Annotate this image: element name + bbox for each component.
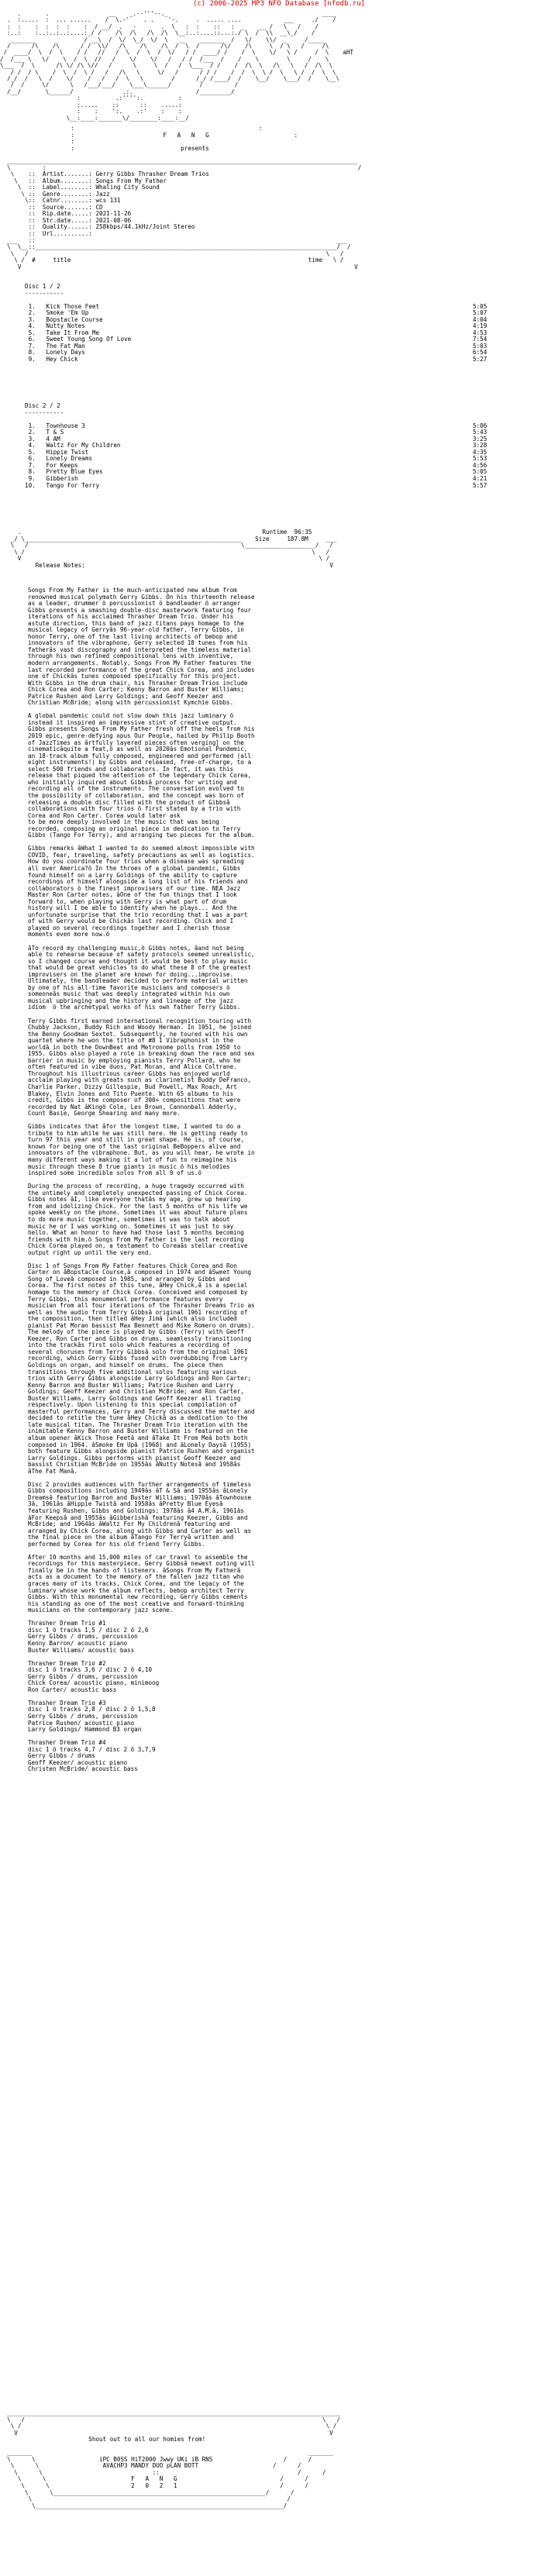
track-title: Nutty Notes [46,322,85,330]
info-quality-label: Quality......: [42,223,92,231]
notes-paragraph: Songs From My Father is the much-anticipated new album from renowned musical polymath Gerry Gibbs. On his thirteenth release as a leader, drummer ö percussionist ö bandleader ö arranger Gibbs presents a smashing double-disc masterwork featuring four iterations of his acclaimed Thrasher Dream Trio. Under his astute direction, this band of jazz titans pays homage to the musical legacy of Gerryâs 96-year-old father, Terry Gibbs, in honor Terry, one of the last living architects of bebop and innovators of the vibraphone, Gerry selected 18 tunes from his fatherâs vast discography and interpreted the timeless material through his own refined compositional lens with inventive, modern arrangements. Notably, Songs From My Father features the last recorded performance of the great Chick Corea, and includes one of Chickâs tunes composed specifically for this project. With Gibbs in the drum chair, his Thrasher Dream Trios include Chick Corea and Ron Carter; Kenny Barron and Buster Williams; Patrice Rushen and Larry Goldings; and Geoff Keezer and Christian McBride; along with percussionist Kymchie Gibbs. [28,587,255,707]
footer-brand: F A N G [131,2475,177,2483]
notes-paragraph: âTo record my challenging music,ö Gibbs notes, âand not being able to rehearse because of safety protocols seemed unrealistic, so I changed course and thought it would be best to play music that would be great vehicles to do what these 8 of the greatest improvisers on the planet are known for doing...improvise. Ultimately, the bandleader decided to perform material written by one of his all-time favorite musicians and composers ö someoneâs music that was deeply integrated within his own musical upbringing and the history and lineage of the jazz idiom ö the archetypal works of his own father Terry Gibbs. [28,944,255,1011]
col-title-header: title [53,257,71,264]
track-time: 4:04 [473,315,487,323]
info-strdate-value: 2021-08-06 [95,216,132,224]
track-time: 5:27 [473,356,487,363]
personnel-heading: Thrasher Dream Trio #4 [28,1739,106,1747]
footer-year: 2 0 2 1 [131,2482,177,2490]
track-title: Smoke 'Em Up [46,309,89,317]
track-title: T & S [46,429,64,436]
disc-2-times [473,403,550,489]
info-source-label: Source.......: [42,203,92,211]
info-source-value: CD [95,203,103,211]
track-title: Pretty Blue Eyes [46,468,103,476]
personnel-heading: Thrasher Dream Trio #3 [28,1699,106,1706]
shoutout-text: Shout out to all our homies from! [88,2436,206,2443]
track-time: 6:54 [473,349,487,356]
notes-paragraph: Gibbs indicates that âfor the longest time, I wanted to do a tribute to him while he was still here. He is getting ready to turn 97 this year and still in great shape. He is, of course, known for being one of the last original BeBoppers alive and innovators of the vibraphone. But, as you will hear, he wrote in many different ways making it a lot of fun to reimagine his music through these 8 true giants in music ö his melodies inspired some incredible solos from all 9 of us.ö [28,1123,255,1177]
track-title: Lonely Days [46,349,85,356]
info-strdate-label: Str.date.....: [42,216,92,224]
notes-paragraph: Terry Gibbs first earned international recognition touring with Chubby Jackson, Buddy Rich and Woody Herman. In 1951, he joined the Benny Goodman Sextet. Subsequently, he toured with his own quartet where he won the title of #8 1 Vibraphonist in the worldâ in both the DownBeat and Metronome polls from 1950 to 1955. Gibbs also played a role in breaking down the race and sex barrier in music by employing pianists Terry Pollard, who he often featured in vibe duos, Pat Moran, and Alice Coltrane. Throughout his illustrious career Gibbs has enjoyed world acclaim playing with greats such as clarinetist Buddy DeFranco, Charlie Parker, Dizzy Gillespie, Bud Powell, Max Roach, Art Blakey, Elvin Jones and Tito Puente. With 65 albums to his credit, Gibbs is the composer of 300+ compositions that were recorded by Nat âKingö Cole, Les Brown, Cannonball Adderly, Count Basie, George Shearing and many more. [28,1017,255,1118]
track-time: 4:21 [473,475,487,483]
track-title: Kick Those Feet [46,302,100,310]
info-artist-value: Gerry Gibbs Thrasher Dream Trios [95,170,209,178]
track-title: 4 AM [46,435,60,443]
track-title: Tango For Terry [46,481,100,489]
track-title: The Fat Man [46,342,85,350]
notes-paragraph: During the process of recording, a huge tragedy occurred with the untimely and completely unexpected passing of Chick Corea. Gibbs notes âI, like everyone thatâs my age, grew up hearing from and idolizing Chick. For the last 5 months of his life we spoke weekly on the phone. Sometimes it was about future plans to do more music together, sometimes it was to talk about music he or I was working on. Sometimes it was just to say hello. What an honor to have had those last 5 months becoming friends with him.ö Songs From My Father is the last recording Chick Corea played on, a testament to Coreaâs stellar creative output right up until the very end. [28,1183,248,1256]
track-time: 4:53 [473,329,487,336]
track-time: 5:53 [473,455,487,463]
size-value: 187.8M [287,535,308,542]
track-time: 5:05 [473,468,487,476]
disc-1-times [473,284,550,363]
notes-paragraph: A global pandemic could not slow down this jazz luminary ö instead it inspired an impressive stint of creative output. Gibbs presents Songs From My Father fresh off the heels from his 2019 epic, genre-defying opus Our People, hailed by Philip Booth of JazzTimes as ârtfully layered pieces often verging] on the cinematicâquite a feat,ö as well as 2020âs Emotional Pandemic, an 18-track album fully composed, engineered and performed (all eight instruments!) by Gibbs and released, free-of-charge, to a select 500 friends and collaborators. In fact, it was this release that piqued the attention of the legendary Chick Corea, who initially inquired about Gibbsâ process for writing and recording all of the instruments. The conversation evolved to the possibility of collaboration, and the concept was born of releasing a double disc filled with the product of Gibbsâ collaborations with four trios ö first stated by a trio with Corea and Ron Carter. Corea would later ask to be more deeply involved in the music that was being recorded, composing an original piece in dedication to Terry Gibbs (Tango For Terry), and arranging two pieces for the album. [28,712,255,839]
brand-subtitle: presents [181,144,209,152]
notes-paragraph: Gibbs remarks âWhat I wanted to do seemed almost impossible with COVID, fear, traveling, safety precautions as well as logistics. How do you coordinate four trios when a disease was spreading all over America?ö In the throes of a global pandemic, Gibbs found himself on a Larry Goldings of the ability to capture recordings of himself alongside a long list of his friends and collaborators ö the finest improvisers of our time. NEA Jazz Master Ron Carter notes, âOne of the fun things that I look forward to, when playing with Gerry is what part of drum history will I be able to identify when he plays... And the unfortunate surprise that the trio recording that I was a part of with Gerry would be Chickâs last recording. Chick and I played on several recordings together and I cherish those moments even more now.ö [28,845,255,938]
track-title: Townhouse 3 [46,422,85,429]
notes-paragraph: After 10 months and 15,000 miles of car travel to assemble the recordings for this masterpiece, Gerry Gibbsâ newest outing will finally be in the hands of listeners. âSongs From My Fatherâ acts as a document to the memory of the fallen jazz titan who graces many of its tracks, Chick Corea, and the legacy of the luminary whose work the album reflects, bebop architect Terry Gibbs. With this monumental new recording, Gerry Gibbs cements his standing as one of the most creative and forward-thinking musicians on the contemporary jazz scene. [28,1553,255,1614]
runtime-label: Runtime [262,529,288,536]
track-time: 5:07 [473,309,487,317]
track-title: Bopstacle Course [46,315,103,323]
info-genre-value: Jazz [95,190,110,198]
track-time: 3:28 [473,442,487,449]
brand-title: F A N G [163,131,209,139]
info-label-value: Whaling City Sound [95,184,160,191]
col-time-header: time [308,257,323,264]
disc-1-block: Disc 1 / 2 ----------- 1. Kick Those Feet 2. Smoke 'Em Up 3. Bopstacle Course 4. Nutty Notes 5. Take It From Me 6. Sweet Young Song Of Love 7. The Fat Man 8. Lonely Days 9. Hey Chick [25,283,132,363]
copyright-line: (c) 2006-2025 MP3 NFO Database [nfodb.ru] [192,0,366,8]
track-title: Waltz For My Children [46,442,121,449]
track-time: 7:54 [473,336,487,343]
brand-block: : : : F A N G : : : presents [0,125,298,152]
info-url-label: Url..........: [42,230,92,238]
info-album-value: Songs From My Father [95,177,167,184]
notes-paragraph: Disc 1 of Songs From My Father features Chick Corea and Ron Carter on âBopstacle Course,â composed in 1974 and âSweet Young Song of Loveâ composed in 1985, and arranged by Gibbs and Corea. The first notes of this tune, âHey Chick,â is a special homage to the memory of Chick Corea. Conceived and composed by Terry Gibbs, this monumental performance features every musician from all four iterations of the Thrasher Dreams Trio as well as the audio from Terry Gibbsâ original 1961 recording of the composition, then titled âHey Jimâ (which also included pianist Pat Moran bassist Max Bennett and Mike Romero on drums). The melody of the piece is played by Gibbs (Terry) with Geoff Keezer, Ron Carter and Gibbs on drums, seamlessly transitioning into the trackâs first solo which features a recording of several choruses from Terry Gibbsâ solo from the original 1961 recording, which Gerry Gibbs fused with overdubbing from Larry Goldings on organ, and himself on drums. The piece then transitions through five additional solos featuring various trios with Gerry Gibbs alongside Larry Goldings and Ron Carter; Kenny Barron and Buster Williams; Patrice Rushen and Larry Goldings; Geoff Keezer and Christian McBride; and Ron Carter, Buster Williams, Larry Goldings and Geoff Keezer all trading respectively. Upon listening to this special compilation of masterful performances, Gerry and Terry discussed the matter and decided to retitle the tune âHey Chickâ as a dedication to the late musical titan. The Thrasher Dream Trio iteration with the inimitable Kenny Barron and Buster Williams is featured on the album opener âKick Those Feetâ and âTake It From Meâ both both composed in 1964. âSmoke Em Upâ (1968) and âLonely Daysâ (1955) both feature Gibbs alongside pianist Patrice Rushen and organist Larry Goldings. Gibbs performs with pianist Geoff Keezer and bassist Christian McBride on 1955âs âNutty Notesâ and 1958âs âThe Fat Manâ. [28,1262,255,1475]
track-title: For Keeps [46,461,78,469]
col-number-header: # [32,257,36,264]
info-catnr-label: Catnr........: [42,197,92,205]
info-block: ___________________________________________________________________________________________________ \ : / \ :: Artist.......: Gerry Gibbs Thrasher Dream Trios \ :: Album........: Songs From My Father \ :: Label........: Whaling City Sound \ :: Genre........: Jazz \:: Catnr........: wcs 131 :: Source.......: CD :: Rip.date.....: 2021-11-26 :: Str.date.....: 2021-08-06 :: Quality......: 258kbps/44.1kHz/Joint Stereo :: Url..........: ___ :: ___ \ \__::_____________________________________________________________________________________/ / \ / \ / \ / # title time \ / V V [7,157,362,270]
track-title: Hippie Twist [46,448,89,456]
personnel-heading: Thrasher Dream Trio #1 [28,1620,106,1627]
track-time: 4:56 [473,461,487,469]
groups-line-1: iPC B0SS HiT2000 Jwwy UKi iB RNS [99,2455,213,2463]
track-time: 5:05 [473,302,487,310]
track-time: 4:19 [473,322,487,330]
info-catnr-value: wcs 131 [95,197,121,205]
runtime-value: 96:35 [294,529,312,536]
groups-line-2: AVACHP3 MANDY DUO pLAN BOTT [102,2462,199,2470]
release-notes-title: Release Notes: [35,561,85,569]
size-label: Size [255,535,270,542]
info-ripdate-value: 2021-11-26 [95,210,132,218]
info-artist-label: Artist.......: [42,170,92,178]
track-title: Lonely Dreams [46,455,92,463]
info-quality-value: 258kbps/44.1kHz/Joint Stereo [95,223,195,231]
track-time: 5:03 [473,342,487,350]
personnel-heading: Thrasher Dream Trio #2 [28,1659,106,1667]
footer-art: ______________________________________________________________________________________________ \ / \ / \ / \ / V V Shout out to all our homies from! _______ _______ \ \ iPC B0SS HiT2000 Jwwy UKi iB RNS / / \ \ AVACHP3 MANDY DUO pLAN BOTT / / \ \ :: / / \ \ F A N G / / \ \ 2 0 2 1 / / \ \____________________________________________________________/ / \ / \______________________________________________________________________/ [7,2409,340,2509]
track-time: 5:57 [473,481,487,489]
release-notes: Songs From My Father is the much-anticipated new album from renowned musical polymath Gerry Gibbs. On his thirteenth release as a leader, drummer ö percussionist ö bandleader ö arranger Gibbs presents a smashing double-disc masterwork featuring four iterations of his acclaimed Thrasher Dream Trio. Under his astute direction, this band of jazz titans pays homage to the musical legacy of Gerryâs 96-year-old father, Terry Gibbs, in honor Terry, one of the last living architects of bebop and innovators of the vibraphone, Gerry selected 18 tunes from his fatherâs vast discography and interpreted the timeless material through his own refined compositional lens with inventive, modern arrangements. Notably, Songs From My Father features the last recorded performance of the great Chick Corea, and includes one of Chickâs tunes composed specifically for this project. With Gibbs in the drum chair, his Thrasher Dream Trios include Chick Corea and Ron Carter; Kenny Barron and Buster Williams; Patrice Rushen and Larry Goldings; and Geoff Keezer and Christian McBride; along with percussionist Kymchie Gibbs. A global pandemic could not slow down this jazz luminary ö instead it inspired an impressive stint of creative output. Gibbs presents Songs From My Father fresh off the heels from his 2019 epic, genre-defying opus Our People, hailed by Philip Booth of JazzTimes as ârtfully layered pieces often verging] on the cinematicâquite a feat,ö as well as 2020âs Emotional Pandemic, an 18-track album fully composed, engineered and performed (all eight instruments!) by Gibbs and released, free-of-charge, to a select 500 friends and collaborators. In fact, it was this release that piqued the attention of the legendary Chick Corea, who initially inquired about Gibbsâ process for writing and recording all of the instruments. The conversation evolved to the possibility of collaboration, and the concept was born of releasing a double disc filled with the product of Gibbsâ collaborations with four trios ö first stated by a trio with Corea and Ron Carter. Corea would later ask to be more deeply involved in the music that was being recorded, composing an original piece in dedication to Terry Gibbs (Tango For Terry), and arranging two pieces for the album. Gibbs remarks âWhat I wanted to do seemed almost impossible with COVID, fear, traveling, safety precautions as well as logistics. How do you coordinate four trios when a disease was spreading all over America?ö In the throes of a global pandemic, Gibbs found himself on a Larry Goldings of the ability to capture recordings of himself alongside a long list of his friends and collaborators ö the finest improvisers of our time. NEA Jazz Master Ron Carter notes, âOne of the fun things that I look forward to, when playing with Gerry is what part of drum history will I be able to identify when he plays... And the unfortunate surprise that the trio recording that I was a part of with Gerry would be Chickâs last recording. Chick and I played on several recordings together and I cherish those moments even more now.ö âTo record my challenging music,ö Gibbs notes, âand not being able to rehearse because of safety protocols seemed unrealistic, so I changed course and thought it would be best to play music that would be great vehicles to do what these 8 of the greatest improvisers on the planet are known for doing...improvise. Ultimately, the bandleader decided to perform material written by one of his all-time favorite musicians and composers ö someoneâs music that was deeply integrated within his own musical upbringing and the history and lineage of the jazz idiom ö the archetypal works of his own father Terry Gibbs. Terry Gibbs first earned international recognition touring with Chubby Jackson, Buddy Rich and Woody Herman. In 1951, he joined the Benny Goodman Sextet. Subsequently, he toured with his own quartet where he won the title of #8 1 Vibraphonist in the worldâ in both the DownBeat and Metronome polls from 1950 to 1955. Gibbs also played a role in breaking down the race and sex barrier in music by employing pianists Terry Pollard, who he often featured in vibe duos, Pat Moran, and Alice Coltrane. Throughout his illustrious career Gibbs has enjoyed world acclaim playing with greats such as clarinetist Buddy DeFranco, Charlie Parker, Dizzy Gillespie, Bud Powell, Max Roach, Art Blakey, Elvin Jones and Tito Puente. With 65 albums to his credit, Gibbs is the composer of 300+ compositions that were recorded by Nat âKingö Cole, Les Brown, Cannonball Adderly, Count Basie, George Shearing and many more. Gibbs indicates that âfor the longest time, I wanted to do a tribute to him while he was still here. He is getting ready to turn 97 this year and still in great shape. He is, of course, known for being one of the last original BeBoppers alive and innovators of the vibraphone. But, as you will hear, he wrote in many different ways making it a lot of fun to reimagine his music through these 8 true giants in music ö his melodies inspired some incredible solos from all 9 of us.ö During the process of recording, a huge tragedy occurred with the untimely and completely unexpected passing of Chick Corea. Gibbs notes âI, like everyone thatâs my age, grew up hearing from and idolizing Chick. For the last 5 months of his life we spoke weekly on the phone. Sometimes it was about future plans to do more music together, sometimes it was to talk about music he or I was working on. Sometimes it was just to say hello. What an honor to have had those last 5 months becoming friends with him.ö Songs From My Father is the last recording Chick Corea played on, a testament to Coreaâs stellar creative output right up until the very end. Disc 1 of Songs From My Father features Chick Corea and Ron Carter on âBopstacle Course,â composed in 1974 and âSweet Young Song of Loveâ composed in 1985, and arranged by Gibbs and Corea. The first notes of this tune, âHey Chick,â is a special homage to the memory of Chick Corea. Conceived and composed by Terry Gibbs, this monumental performance features every musician from all four iterations of the Thrasher Dreams Trio as well as the audio from Terry Gibbsâ original 1961 recording of the composition, then titled âHey Jimâ (which also included pianist Pat Moran bassist Max Bennett and Mike Romero on drums). The melody of the piece is played by Gibbs (Terry) with Geoff Keezer, Ron Carter and Gibbs on drums, seamlessly transitioning into the trackâs first solo which features a recording of several choruses from Terry Gibbsâ solo from the original 1961 recording, which Gerry Gibbs fused with overdubbing from Larry Goldings on organ, and himself on drums. The piece then transitions through five additional solos featuring various trios with Gerry Gibbs alongside Larry Goldings and Ron Carter; Kenny Barron and Buster Williams; Patrice Rushen and Larry Goldings; Geoff Keezer and Christian McBride; and Ron Carter, Buster Williams, Larry Goldings and Geoff Keezer all trading respectively. Upon listening to this special compilation of masterful performances, Gerry and Terry discussed the matter and decided to retitle the tune âHey Chickâ as a dedication to the late musical titan. The Thrasher Dream Trio iteration with the inimitable Kenny Barron and Buster Williams is featured on the album opener âKick Those Feetâ and âTake It From Meâ both both composed in 1964. âSmoke Em Upâ (1968) and âLonely Daysâ (1955) both feature Gibbs alongside pianist Patrice Rushen and organist Larry Goldings. Gibbs performs with pianist Geoff Keezer and bassist Christian McBride on 1955âs âNutty Notesâ and 1958âs âThe Fat Manâ. Disc 2 provides audiences with further arrangements of timeless Gibbs compositions including 1949âs âT & Sâ and 1955âs âLonely Dreamsâ featuring Barron and Buster Williams; 1970âs âTownhouse 3â, 1961âs âHippie Twistâ and 1958âs âPretty Blue Eyesâ featuring Rushen, Gibbs and Goldings; 1978âs â4 A.M.â, 1961âs âFor Keepsâ and 1955âs âGibberishâ featuring Keezer, Gibbs and McBride; and 1964âs âWaltz For My Childrenâ featuring and arranged by Chick Corea, along with Gibbs and Carter as well as the final piece on the album âTango For Terryâ written and performed by Corea for his old friend Terry Gibbs. After 10 months and 15,000 miles of car travel to assemble the recordings for this masterpiece, Gerry Gibbsâ newest outing will finally be in the hands of listeners. âSongs From My Fatherâ acts as a document to the memory of the fallen jazz titan who graces many of its tracks, Chick Corea, and the legacy of the luminary whose work the album reflects, bebop architect Terry Gibbs. With this monumental new recording, Gerry Gibbs cements his standing as one of the most creative and forward-thinking musicians on the contemporary jazz scene. Thrasher Dream Trio #1 disc 1 ö tracks 1,5 / disc 2 ö 2,6 Gerry Gibbs / drums, percussion Kenny Barron/ acoustic piano Buster Williams/ acoustic bass Thrasher Dream Trio #2 disc 1 ö tracks 3,6 / disc 2 ö 4,10 Gerry Gibbs / drums, percussion Chick Corea/ acoustic piano, minimoog Ron Carter/ acoustic bass Thrasher Dream Trio #3 disc 1 ö tracks 2,8 / disc 2 ö 1,5,8 Gerry Gibbs / drums, percussion Patrice Rushen/ acoustic piano Larry Goldings/ Hammond B3 organ Thrasher Dream Trio #4 disc 1 ö tracks 4,7 / disc 2 ö 3,7,9 Gerry Gibbs / drums Geoff Keezer/ acoustic piano Christen McBride/ acoustic bass [28,587,255,1773]
track-title: Gibberish [46,475,78,483]
notes-paragraph: Disc 2 provides audiences with further arrangements of timeless Gibbs compositions including 1949âs âT & Sâ and 1955âs âLonely Dreamsâ featuring Barron and Buster Williams; 1970âs âTownhouse 3â, 1961âs âHippie Twistâ and 1958âs âPretty Blue Eyesâ featuring Rushen, Gibbs and Goldings; 1978âs â4 A.M.â, 1961âs âFor Keepsâ and 1955âs âGibberishâ featuring Keezer, Gibbs and McBride; and 1964âs âWaltz For My Childrenâ featuring and arranged by Chick Corea, along with Gibbs and Carter as well as the final piece on the album âTango For Terryâ written and performed by Corea for his old friend Terry Gibbs. [28,1480,252,1548]
track-time: 4:35 [473,448,487,456]
track-title: Sweet Young Song Of Love [46,336,132,343]
track-time: 5:43 [473,429,487,436]
disc-2-block: Disc 2 / 2 ----------- 1. Townhouse 3 2. T & S 3. 4 AM 4. Waltz For My Children 5. Hippie Twist 6. Lonely Dreams 7. For Keeps 8. Pretty Blue Eyes 9. Gibberish 10. Tango For Terry [25,402,121,489]
runtime-block: . Runtime 96:35 _/ \_____________________________________________________________ Size 187.8M ___ \ / \____________________/ / \ / \ / V \ / Release Notes: V [0,529,337,569]
track-time: 3:25 [473,435,487,443]
disc-1-title: Disc 1 / 2 [25,283,60,290]
disc-2-title: Disc 2 / 2 [25,402,60,409]
track-title: Hey Chick [46,356,78,363]
info-album-label: Album........: [42,177,92,184]
info-ripdate-label: Rip.date.....: [42,210,92,218]
track-title: Take It From Me [46,329,100,336]
info-genre-label: Genre........: [42,190,92,198]
track-time: 5:06 [473,422,487,429]
info-label-label: Label........: [42,184,92,191]
header-ascii-art: . . __ _.-·'''·-._ ____ . :..... : ... ...... / \.-' . . '·. . ..... .... ___ ./ / : : : : : : : / __/ . · . \ : : :: : _ __ / \ / / :..: :..:..:..:....:_/ / /\ /\ /\ /\ \__:..:....::...:./ \ / \\ __\_/ / _______ / __\ / \/ \_/ \/ \ __ _______ / \/ \\/ _ /_____ / /\ /\ / / \\/ /\ /\ /\ / \ / /\/ /\ \ / \ / /\ / ____/ \ / \ / / // / \ / \ / \/ / / ____/ / / \ \/ \ / / \ aHT / /___ \ \/ \ / \ // / \/ \/ / / / /___ / / \ \ / \ \___ / \ /\ \/ /\ \// / \ \ / / \___ / / / /\ \ /\ \ / /\ \ / / / \ / \ / \ / / /\ \ \/ / / / / / / \ \ / \ \ / / \ \ /_/ / \ / \/ / / / \ \ / /_/ /____/ / \__/ \___/ / \__\ / / \/ \ /___/___/ \___\______/ / / /__/ \______/ .:. /_________/ : .:'''':. : :..... :: :: .....: : : ':. .:' : : \__:____:_______\/________:____:__/ [0,10,354,122]
